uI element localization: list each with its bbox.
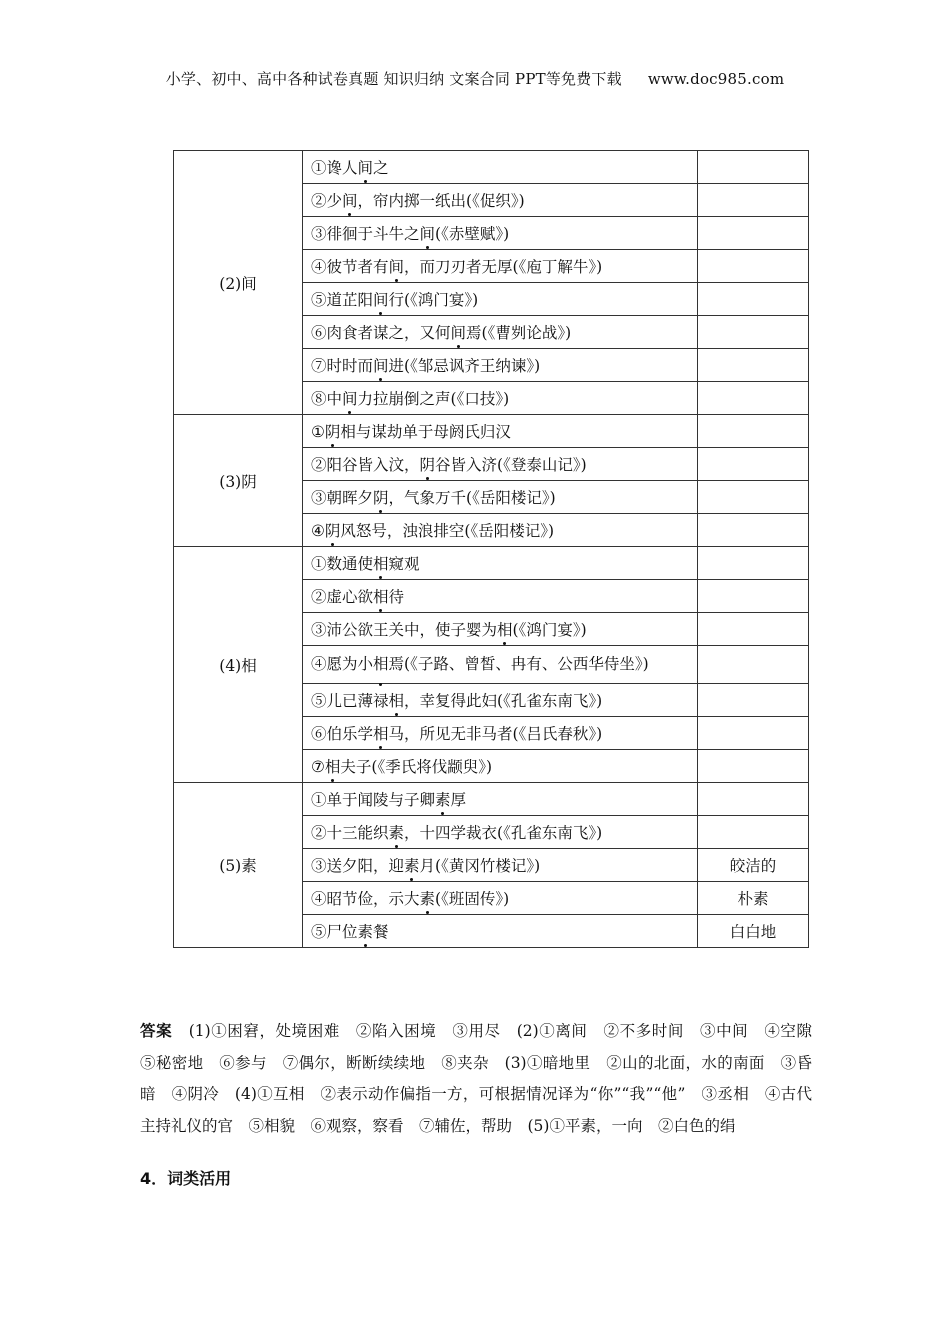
dotted-word: 间: [342, 189, 358, 211]
sentence-text: 进(《邹忌讽齐王纳谏》): [388, 357, 541, 375]
sentence-text: ①单于闻陵与子卿: [311, 791, 436, 809]
meaning-answer: [698, 783, 809, 816]
sentence-text: 待: [388, 588, 405, 606]
meaning-answer: 皎洁的: [698, 849, 809, 882]
dotted-word: 阴: [420, 453, 436, 475]
meaning-answer: [698, 684, 809, 717]
answer-text: (1)①困窘，处境困难 ②陷入困境 ③用尽 (2)①离间 ②不多时间 ③中间 ④空隙 ⑤秘密地 ⑥参与 ⑦偶尔，断断续续地 ⑧夹杂 (3)①暗地里 ②山的北面，水的南面 ③昏暗 ④阴冷 (4)①互相 ②表示动作偏指一方，可根据情况译为“你”“我”“他” ③丞相 ④古代主持礼仪的官 ⑤相貌 ⑥观察，察看 ⑦辅佐，帮助 (5)①平素，一向 ②白色的绢: [140, 1022, 828, 1135]
example-sentence: [303, 684, 698, 717]
meaning-answer: 朴素: [698, 882, 809, 915]
example-sentence: [303, 250, 698, 283]
example-sentence: [303, 646, 698, 684]
example-sentence: [303, 613, 698, 646]
next-section-heading: 4．词类活用: [140, 1169, 232, 1188]
dotted-word: 间: [342, 387, 358, 409]
dotted-word: 间: [420, 222, 436, 244]
sentence-text: 厚: [450, 791, 467, 809]
sentence-text: ①谗人: [311, 159, 358, 177]
example-sentence: [303, 184, 698, 217]
sentence-text: 窥观: [388, 555, 420, 573]
sentence-text: 马，所见无非马者(《吕氏春秋》): [388, 725, 603, 743]
sentence-text: ②阳谷皆入汶，: [311, 456, 420, 474]
meaning-answer: [698, 283, 809, 316]
example-sentence: [303, 514, 698, 547]
word-meaning-table: [173, 150, 809, 948]
meaning-answer: [698, 448, 809, 481]
sentence-text: 焉(《曹刿论战》): [466, 324, 572, 342]
sentence-text: ⑤儿已薄禄: [311, 692, 389, 710]
sentence-text: ⑦时时而: [311, 357, 374, 375]
example-sentence: [303, 283, 698, 316]
table-row: [174, 415, 809, 448]
dotted-word: 素: [420, 887, 436, 909]
example-sentence: [303, 382, 698, 415]
dotted-word: 相: [373, 585, 389, 607]
example-sentence: [303, 448, 698, 481]
meaning-answer: [698, 613, 809, 646]
dotted-word: 间: [389, 255, 405, 277]
sentence-text: ⑥伯乐学: [311, 725, 374, 743]
example-sentence: [303, 151, 698, 184]
word-label: (4)相: [174, 547, 303, 783]
meaning-answer: [698, 415, 809, 448]
page-header: [0, 68, 950, 89]
sentence-text: ，而刀刃者无厚(《庖丁解牛》): [404, 258, 603, 276]
sentence-text: ④: [311, 522, 325, 540]
meaning-answer: [698, 481, 809, 514]
meaning-answer: [698, 580, 809, 613]
answer-label: 答案: [140, 1022, 173, 1040]
header-text: 小学、初中、高中各种试卷真题 知识归纳 文案合同 PPT等免费下载: [165, 70, 622, 88]
meaning-answer: [698, 646, 809, 684]
example-sentence: [303, 349, 698, 382]
example-sentence: [303, 750, 698, 783]
dotted-word: 阴: [325, 420, 341, 442]
example-sentence: [303, 717, 698, 750]
sentence-text: ⑦: [311, 758, 325, 776]
dotted-word: 相: [497, 618, 513, 640]
meaning-answer: [698, 151, 809, 184]
sentence-text: 之: [373, 159, 389, 177]
dotted-word: 间: [373, 354, 389, 376]
sentence-text: ，气象万千(《岳阳楼记》): [388, 489, 556, 507]
dotted-word: 素: [389, 821, 405, 843]
example-sentence: [303, 481, 698, 514]
meaning-answer: [698, 717, 809, 750]
sentence-text: 相与谋劫单于母阏氏归汉: [340, 423, 511, 441]
meaning-answer: [698, 250, 809, 283]
sentence-text: 行(《鸿门宴》): [388, 291, 479, 309]
sentence-text: (《赤壁赋》): [435, 225, 510, 243]
sentence-text: ⑥肉食者谋之，又何: [311, 324, 451, 342]
answer-block: [140, 1016, 828, 1142]
example-sentence: [303, 580, 698, 613]
dotted-word: 阴: [373, 486, 389, 508]
example-sentence: [303, 783, 698, 816]
example-sentence: [303, 816, 698, 849]
sentence-text: 夫子(《季氏将伐颛臾》): [340, 758, 493, 776]
meaning-answer: 白白地: [698, 915, 809, 948]
dotted-word: 相: [325, 755, 341, 777]
table-row: [174, 783, 809, 816]
example-sentence: [303, 217, 698, 250]
dotted-word: 相: [373, 722, 389, 744]
sentence-text: ⑧中: [311, 390, 343, 408]
sentence-text: (《鸿门宴》): [512, 621, 587, 639]
sentence-text: ④昭节俭，示大: [311, 890, 420, 908]
meaning-answer: [698, 816, 809, 849]
sentence-text: 月(《黄冈竹楼记》): [419, 857, 541, 875]
meaning-answer: [698, 316, 809, 349]
sentence-text: ，帘内掷一纸出(《促织》): [357, 192, 525, 210]
sentence-text: ，十四学裁衣(《孔雀东南飞》): [404, 824, 603, 842]
meaning-answer: [698, 349, 809, 382]
sentence-text: 焉(《子路、曾皙、冉有、公西华侍坐》): [388, 655, 649, 673]
dotted-word: 素: [404, 854, 420, 876]
meaning-answer: [698, 514, 809, 547]
meaning-answer: [698, 750, 809, 783]
dotted-word: 间: [358, 156, 374, 178]
word-label: (2)间: [174, 151, 303, 415]
meaning-answer: [698, 382, 809, 415]
table-row: [174, 151, 809, 184]
header-site: www.doc985.com: [647, 70, 785, 88]
example-sentence: [303, 882, 698, 915]
sentence-text: 力拉崩倒之声(《口技》): [357, 390, 510, 408]
meaning-answer: [698, 547, 809, 580]
sentence-text: ，幸复得此妇(《孔雀东南飞》): [404, 692, 603, 710]
sentence-text: ⑤道芷阳: [311, 291, 374, 309]
dotted-word: 阴: [325, 519, 341, 541]
sentence-text: 谷皆入济(《登泰山记》): [435, 456, 587, 474]
sentence-text: ⑤尸位: [311, 923, 358, 941]
dotted-word: 间: [451, 321, 467, 343]
sentence-text: ①: [311, 423, 325, 441]
example-sentence: [303, 316, 698, 349]
example-sentence: [303, 547, 698, 580]
example-sentence: [303, 915, 698, 948]
sentence-text: ③沛公欲王关中，使子婴为: [311, 621, 498, 639]
meaning-answer: [698, 184, 809, 217]
sentence-text: ③朝晖夕: [311, 489, 374, 507]
dotted-word: 素: [358, 920, 374, 942]
sentence-text: ②十三能织: [311, 824, 389, 842]
example-sentence: [303, 849, 698, 882]
sentence-text: ②虚心欲: [311, 588, 374, 606]
dotted-word: 相: [389, 689, 405, 711]
sentence-text: (《班固传》): [435, 890, 510, 908]
dotted-word: 相: [373, 648, 389, 681]
sentence-text: 餐: [373, 923, 389, 941]
dotted-word: 间: [373, 288, 389, 310]
word-label: (5)素: [174, 783, 303, 948]
sentence-text: ③送夕阳，迎: [311, 857, 405, 875]
sentence-text: ③徘徊于斗牛之: [311, 225, 420, 243]
sentence-text: ④彼节者有: [311, 258, 389, 276]
table-row: [174, 547, 809, 580]
sentence-text: ①数通使: [311, 555, 374, 573]
sentence-text: 风怒号，浊浪排空(《岳阳楼记》): [340, 522, 555, 540]
example-sentence: [303, 415, 698, 448]
word-label: (3)阴: [174, 415, 303, 547]
meaning-answer: [698, 217, 809, 250]
sentence-text: ②少: [311, 192, 343, 210]
dotted-word: 素: [435, 788, 451, 810]
dotted-word: 相: [373, 552, 389, 574]
sentence-text: ④愿为小: [311, 655, 374, 673]
